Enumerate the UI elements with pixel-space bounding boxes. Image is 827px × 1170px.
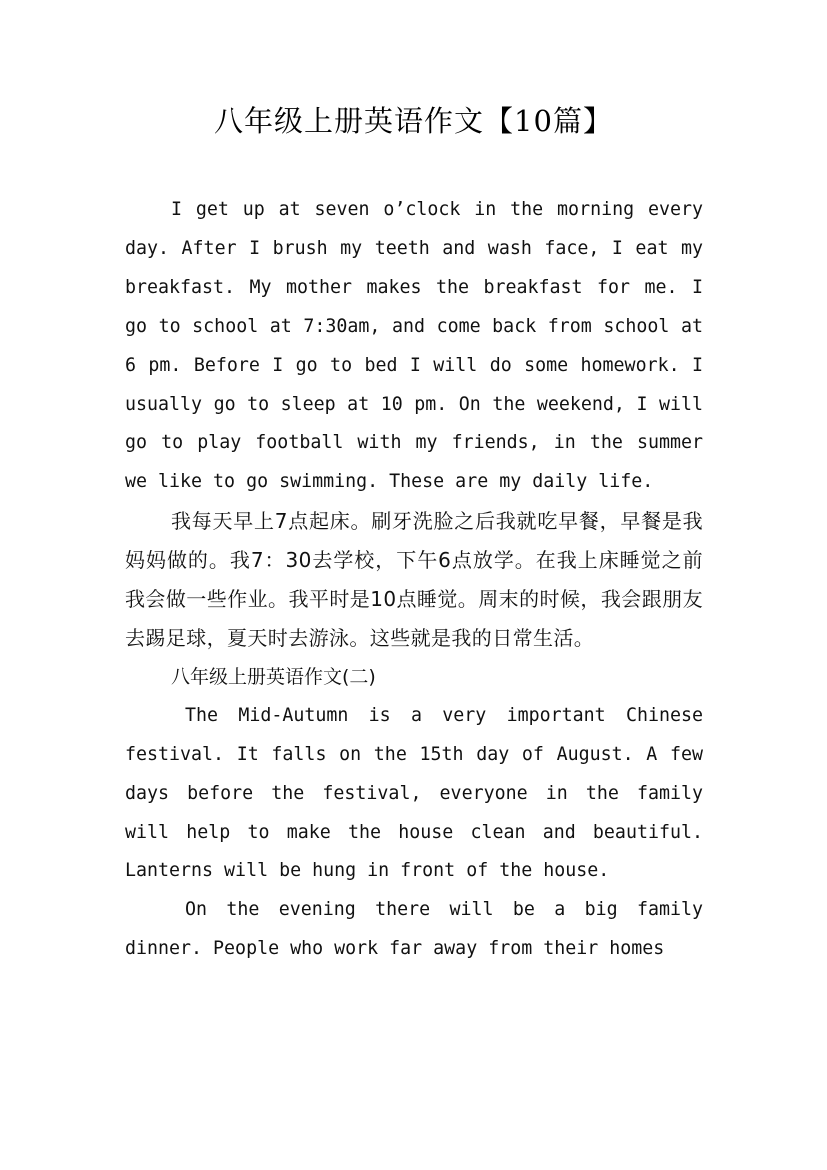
document-title: 八年级上册英语作文【10篇】 xyxy=(214,104,613,138)
section-heading-2: 八年级上册英语作文(二) xyxy=(171,665,376,688)
paragraph-mid-autumn-2: On the evening there will be a big family dinner. People who work far away from their homes xyxy=(125,899,703,960)
document-body xyxy=(125,191,703,969)
paragraph-english-daily-life: I get up at seven o’clock in the morning every day. After I brush my teeth and wash face, I eat my breakfast. My mother makes the breakfast for me. I go to school at 7:30am, and come back from school at 6 pm. Before I go to bed I will do some homework. I usually go to sleep at 10 pm. On the weekend, I will go to play football with my friends, in the summer we like to go swimming. These are my daily life. xyxy=(125,199,703,493)
paragraph-chinese-translation: 我每天早上7点起床。刷牙洗脸之后我就吃早餐，早餐是我妈妈做的。我7：30去学校，下午6点放学。在我上床睡觉之前我会做一些作业。我平时是10点睡觉。周末的时候，我会跟朋友去踢足球，夏天时去游泳。这些就是我的日常生活。 xyxy=(125,509,703,650)
paragraph-mid-autumn-1: The Mid-Autumn is a very important Chinese festival. It falls on the 15th day of August. A few days before the festival, everyone in the family will help to make the house clean and beautiful. Lanterns will be hung in front of the house. xyxy=(125,704,703,882)
